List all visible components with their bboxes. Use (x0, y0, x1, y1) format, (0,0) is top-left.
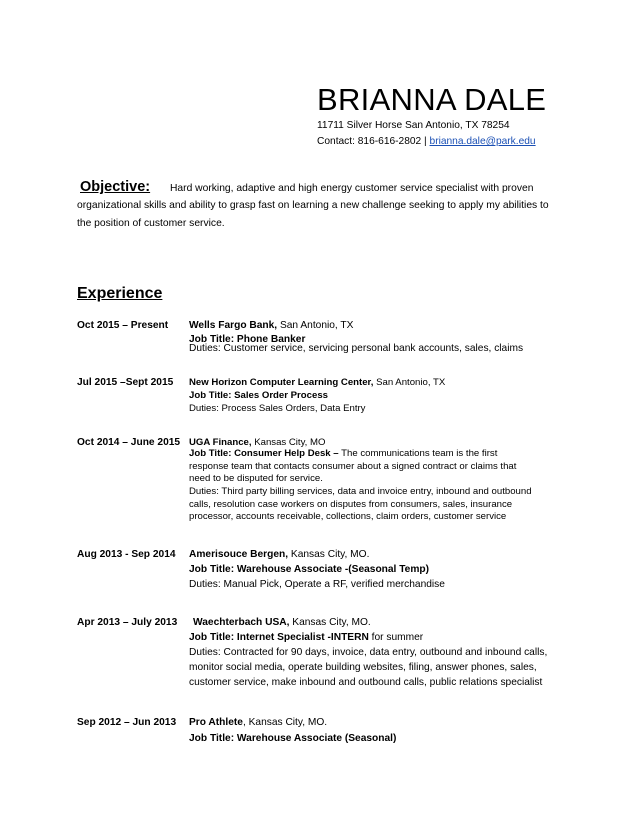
job-3-employer (189, 437, 325, 448)
job-6-title: Job Title: Warehouse Associate (Seasonal) (189, 733, 397, 744)
job-1-company: Wells Fargo Bank, (189, 320, 278, 331)
experience-heading: Experience (77, 285, 163, 302)
job-2-company: New Horizon Computer Learning Center, (189, 377, 374, 388)
job-4-duties: Duties: Manual Pick, Operate a RF, verified merchandise (189, 579, 445, 590)
job-1-title: Job Title: Phone Banker (189, 334, 306, 345)
job-2-location: San Antonio, TX (373, 377, 446, 388)
job-2-employer (189, 377, 445, 388)
job-6-date: Sep 2012 – Jun 2013 (77, 717, 177, 728)
job-1-employer (189, 320, 353, 331)
job-5-line-2: monitor social media, operate building websites, filing, answer phones, sales, (189, 662, 537, 673)
contact-line (317, 136, 536, 147)
job-3-line-2: need to be disputed for service. (189, 473, 323, 484)
job-4-title: Job Title: Warehouse Associate -(Seasonal Temp) (189, 564, 430, 575)
job-3-line-4: calls, resolution case workers on disputes from consumers, sales, insurance (189, 499, 513, 510)
job-6-company: Pro Athlete (189, 717, 243, 728)
objective-line-1: Hard working, adaptive and high energy customer service specialist with proven (170, 183, 534, 194)
job-2-title: Job Title: Sales Order Process (189, 390, 328, 401)
job-5-title (189, 632, 423, 643)
job-6-employer (189, 717, 327, 728)
applicant-name: BRIANNA DALE (317, 82, 547, 117)
job-1-duties: Duties: Customer service, servicing personal bank accounts, sales, claims (189, 343, 524, 354)
job-5-title-label: Job Title: Internet Specialist -INTERN (189, 632, 369, 643)
job-3-company: UGA Finance, (189, 437, 252, 448)
job-5-line-1: Duties: Contracted for 90 days, invoice, data entry, outbound and inbound calls, (189, 647, 548, 658)
job-4-company: Amerisouce Bergen, (189, 549, 289, 560)
job-3-line-5: processor, accounts receivable, collections, claim orders, customer service (189, 511, 507, 522)
job-5-location: Kansas City, MO. (289, 617, 371, 628)
job-4-date: Aug 2013 - Sep 2014 (77, 549, 176, 560)
email-link[interactable]: brianna.dale@park.edu (429, 136, 536, 147)
job-5-title-rest: for summer (368, 632, 424, 643)
job-2-date: Jul 2015 –Sept 2015 (77, 377, 174, 388)
job-5-employer (193, 617, 371, 628)
job-5-company: Waechterbach USA, (193, 617, 290, 628)
job-4-location: Kansas City, MO. (288, 549, 370, 560)
job-1-location: San Antonio, TX (277, 320, 354, 331)
job-3-line-3: Duties: Third party billing services, data and invoice entry, inbound and outbound (189, 486, 532, 497)
job-3-date: Oct 2014 – June 2015 (77, 437, 181, 448)
objective-line-3: the position of customer service. (77, 218, 225, 229)
objective-line-2: organizational skills and ability to grasp fast on learning a new challenge seeking to apply my abilities to (77, 200, 549, 211)
address: 11711 Silver Horse San Antonio, TX 78254 (317, 120, 510, 131)
job-5-date: Apr 2013 – July 2013 (77, 617, 178, 628)
job-3-line-1: response team that contacts consumer about a signed contract or claims that (189, 461, 517, 472)
objective-label: Objective: (80, 179, 151, 195)
job-3-title-rest: The communications team is the first (338, 448, 498, 459)
job-2-duties: Duties: Process Sales Orders, Data Entry (189, 403, 366, 414)
job-3-location: Kansas City, MO (251, 437, 326, 448)
job-3-title-label: Job Title: Consumer Help Desk – (189, 448, 339, 459)
job-1-date: Oct 2015 – Present (77, 320, 169, 331)
job-4-employer (189, 549, 369, 560)
job-6-location: , Kansas City, MO. (242, 717, 328, 728)
job-5-line-3: customer service, make inbound and outbound calls, public relations specialist (189, 677, 543, 688)
job-3-title (189, 448, 497, 459)
phone: Contact: 816-616-2802 | (317, 136, 430, 147)
